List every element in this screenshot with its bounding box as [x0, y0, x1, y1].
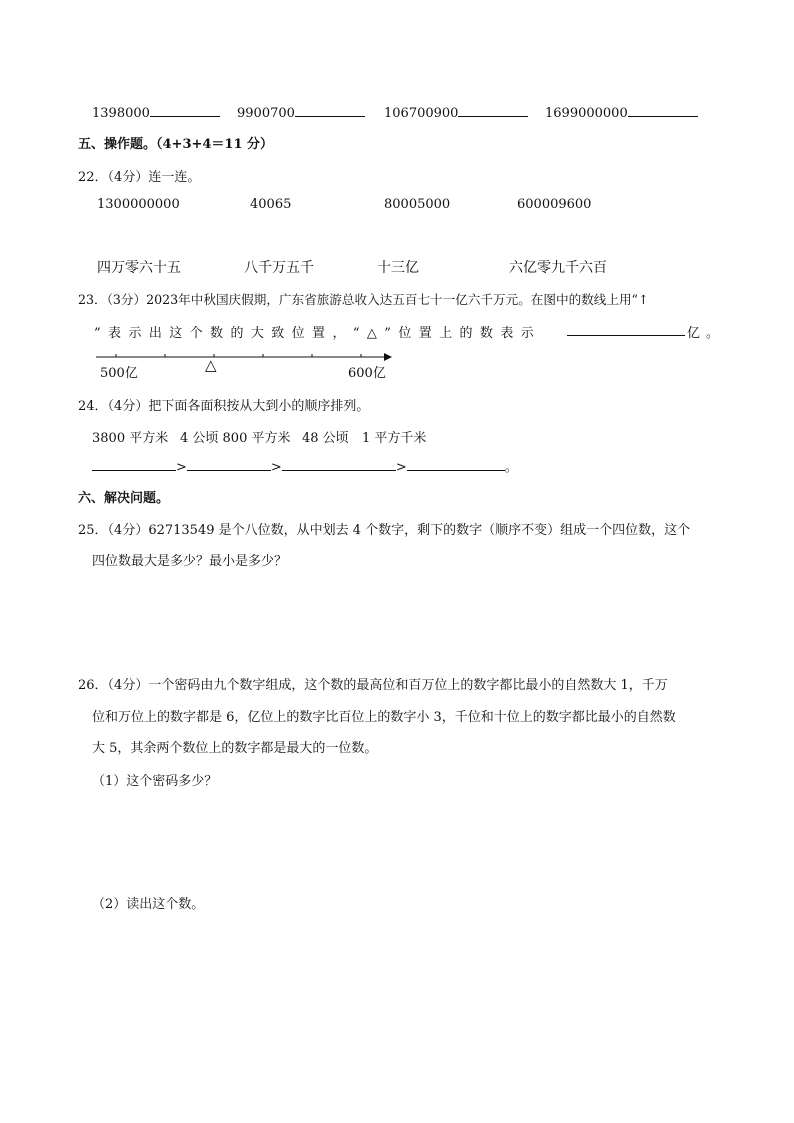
q24-order-row [92, 456, 518, 475]
q25-line-2: 四位数最大是多少？最小是多少？ [92, 554, 288, 569]
greater-than-sign: > [176, 460, 187, 475]
q22-word-1[interactable]: 四万零六十五 [97, 260, 181, 276]
number-line-arrow-icon [384, 353, 392, 361]
q22-number-3[interactable]: 80005000 [384, 197, 451, 212]
answer-blank[interactable] [150, 104, 220, 117]
q26-sub-1: （1）这个密码多少？ [92, 774, 218, 789]
q22-word-2[interactable]: 八千万五千 [244, 260, 314, 276]
q26-line-3: 大 5，其余两个数位上的数字都是最大的一位数。 [92, 741, 378, 756]
order-blank[interactable] [282, 458, 396, 471]
section-5-title: 五、操作题。（4+3+4＝11 分） [78, 137, 274, 152]
q23-answer-blank[interactable] [567, 322, 685, 336]
q26-line-1: 26．（4分）一个密码由九个数字组成，这个数的最高位和百万位上的数字都比最小的自然数大 1，千万 [78, 678, 668, 693]
q22-number-2[interactable]: 40065 [250, 197, 292, 212]
number-text: 106700900 [384, 106, 459, 121]
q24-item-2: 4 公顷 800 平方米 [180, 431, 291, 446]
answer-blank[interactable] [628, 104, 698, 117]
number-line-right-label: 600亿 [348, 366, 386, 381]
number-blank-1 [92, 104, 220, 121]
q23-unit: 亿。 [687, 326, 726, 341]
q24-item-4: 1 平方千米 [362, 431, 427, 446]
section-6-title: 六、解决问题。 [78, 491, 170, 506]
q22-number-1[interactable]: 1300000000 [97, 197, 180, 212]
order-end: 。 [504, 460, 518, 475]
q26-sub-2: （2）读出这个数。 [92, 897, 205, 912]
number-text: 1398000 [92, 106, 150, 121]
q22-stem: 22．（4分）连一连。 [78, 170, 201, 185]
triangle-marker: △ [205, 356, 217, 374]
greater-than-sign: > [395, 460, 407, 475]
q24-item-1: 3800 平方米 [92, 431, 169, 446]
number-text: 9900700 [237, 106, 295, 121]
number-blank-4 [545, 104, 698, 121]
number-blank-3 [384, 104, 528, 121]
greater-than-sign: > [270, 460, 282, 475]
q24-stem: 24．（4分）把下面各面积按从大到小的顺序排列。 [78, 399, 370, 414]
q22-number-4[interactable]: 600009600 [517, 197, 592, 212]
order-blank[interactable] [407, 458, 505, 471]
q24-item-3: 48 公顷 [302, 431, 349, 446]
answer-blank[interactable] [295, 104, 365, 117]
q23-line-1: 23．（3分）2023年中秋国庆假期，广东省旅游总收入达五百七十一亿六千万元。在图中的数线上用“↑ [78, 292, 649, 307]
order-blank[interactable] [92, 458, 176, 471]
order-blank[interactable] [187, 458, 271, 471]
q22-word-3[interactable]: 十三亿 [377, 260, 419, 276]
q26-line-2: 位和万位上的数字都是 6，亿位上的数字比百位上的数字小 3，千位和十位上的数字都比最小的自然数 [92, 710, 676, 725]
number-blank-2 [237, 104, 365, 121]
q23-line-2 [94, 322, 541, 341]
answer-blank[interactable] [458, 104, 528, 117]
q25-line-1: 25．（4分）62713549 是个八位数，从中划去 4 个数字，剩下的数字（顺序不变）组成一个四位数，这个 [78, 523, 691, 538]
q22-word-4[interactable]: 六亿零九千六百 [509, 260, 607, 276]
q23-line-2-text: ”表示出这个数的大致位置，“△”位置上的数表示 [94, 326, 542, 341]
number-text: 1699000000 [545, 106, 628, 121]
number-line-left-label: 500亿 [100, 366, 138, 381]
